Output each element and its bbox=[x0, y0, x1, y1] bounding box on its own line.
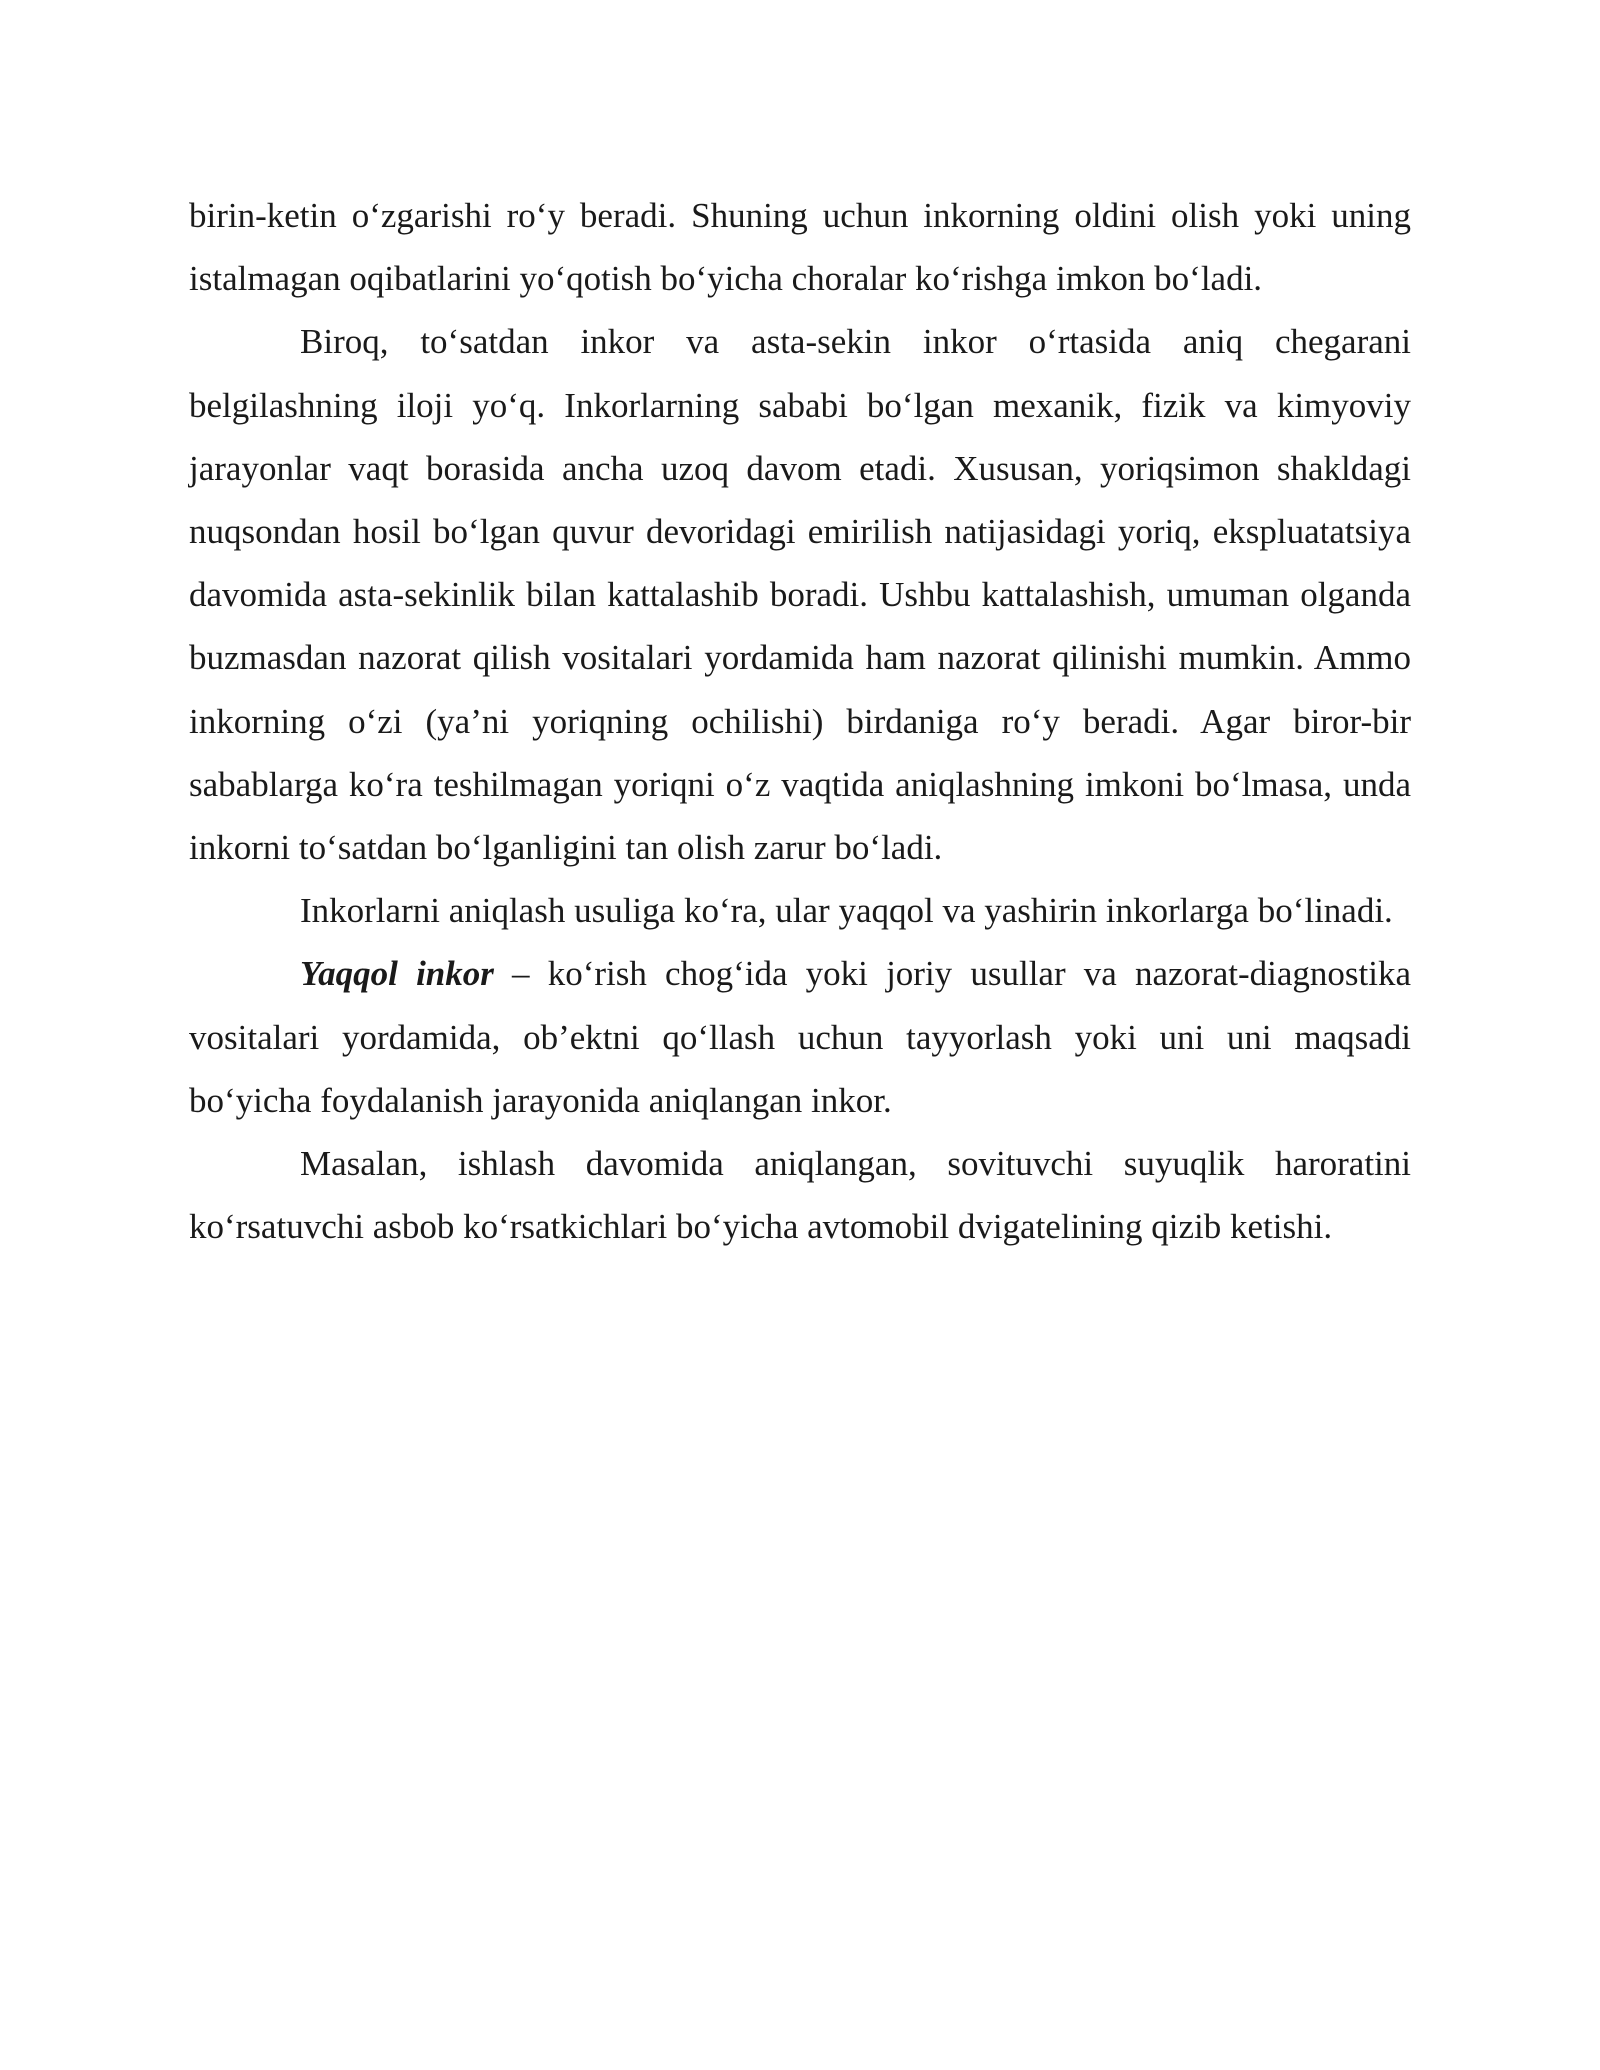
defined-term: Yaqqol inkor bbox=[300, 954, 494, 994]
paragraph-sudden-vs-gradual: Biroq, to‘satdan inkor va asta-sekin inkor o‘rtasida aniq chegarani belgilashning iloji yo‘q. Inkorlarning sababi bo‘lgan mexanik, fizik va kimyoviy jarayonlar vaqt borasida ancha uzoq davom etadi. Xususan, yoriqsimon shakldagi nuqsondan hosil bo‘lgan quvur devoridagi emirilish natijasidagi yoriq, ekspluatatsiya davomida asta-sekinlik bilan kattalashib boradi. Ushbu kattalashish, umuman olganda buzmasdan nazorat qilish vositalari yordamida ham nazorat qilinishi mumkin. Ammo inkorning o‘zi (ya’ni yoriqning ochilishi) birdaniga ro‘y beradi. Agar biror-bir sabablarga ko‘ra teshilmagan yoriqni o‘z vaqtida aniqlashning imkoni bo‘lmasa, unda inkorni to‘satdan bo‘lganligini tan olish zarur bo‘ladi. bbox=[189, 322, 1411, 868]
paragraph-example: Masalan, ishlash davomida aniqlangan, sovituvchi suyuqlik haroratini ko‘rsatuvchi asbob ko‘rsatkichlari bo‘yicha avtomobil dvigatelining qizib ketishi. bbox=[189, 1144, 1411, 1247]
paragraph-continuation: birin-ketin o‘zgarishi ro‘y beradi. Shuning uchun inkorning oldini olish yoki uning istalmagan oqibatlarini yo‘qotish bo‘yicha choralar ko‘rishga imkon bo‘ladi. bbox=[189, 196, 1411, 299]
body-text bbox=[189, 184, 1411, 1258]
definition-text: – ko‘rish chog‘ida yoki joriy usullar va nazorat-diagnostika vositalari yordamida, ob’ektni qo‘llash uchun tayyorlash yoki uni uni maqsadi bo‘yicha foydalanish jarayonida aniqlangan inkor. bbox=[189, 954, 1411, 1120]
paragraph-explicit-failure-definition bbox=[189, 942, 1411, 1132]
paragraph-detection-method: Inkorlarni aniqlash usuliga ko‘ra, ular yaqqol va yashirin inkorlarga bo‘linadi. bbox=[300, 891, 1393, 931]
